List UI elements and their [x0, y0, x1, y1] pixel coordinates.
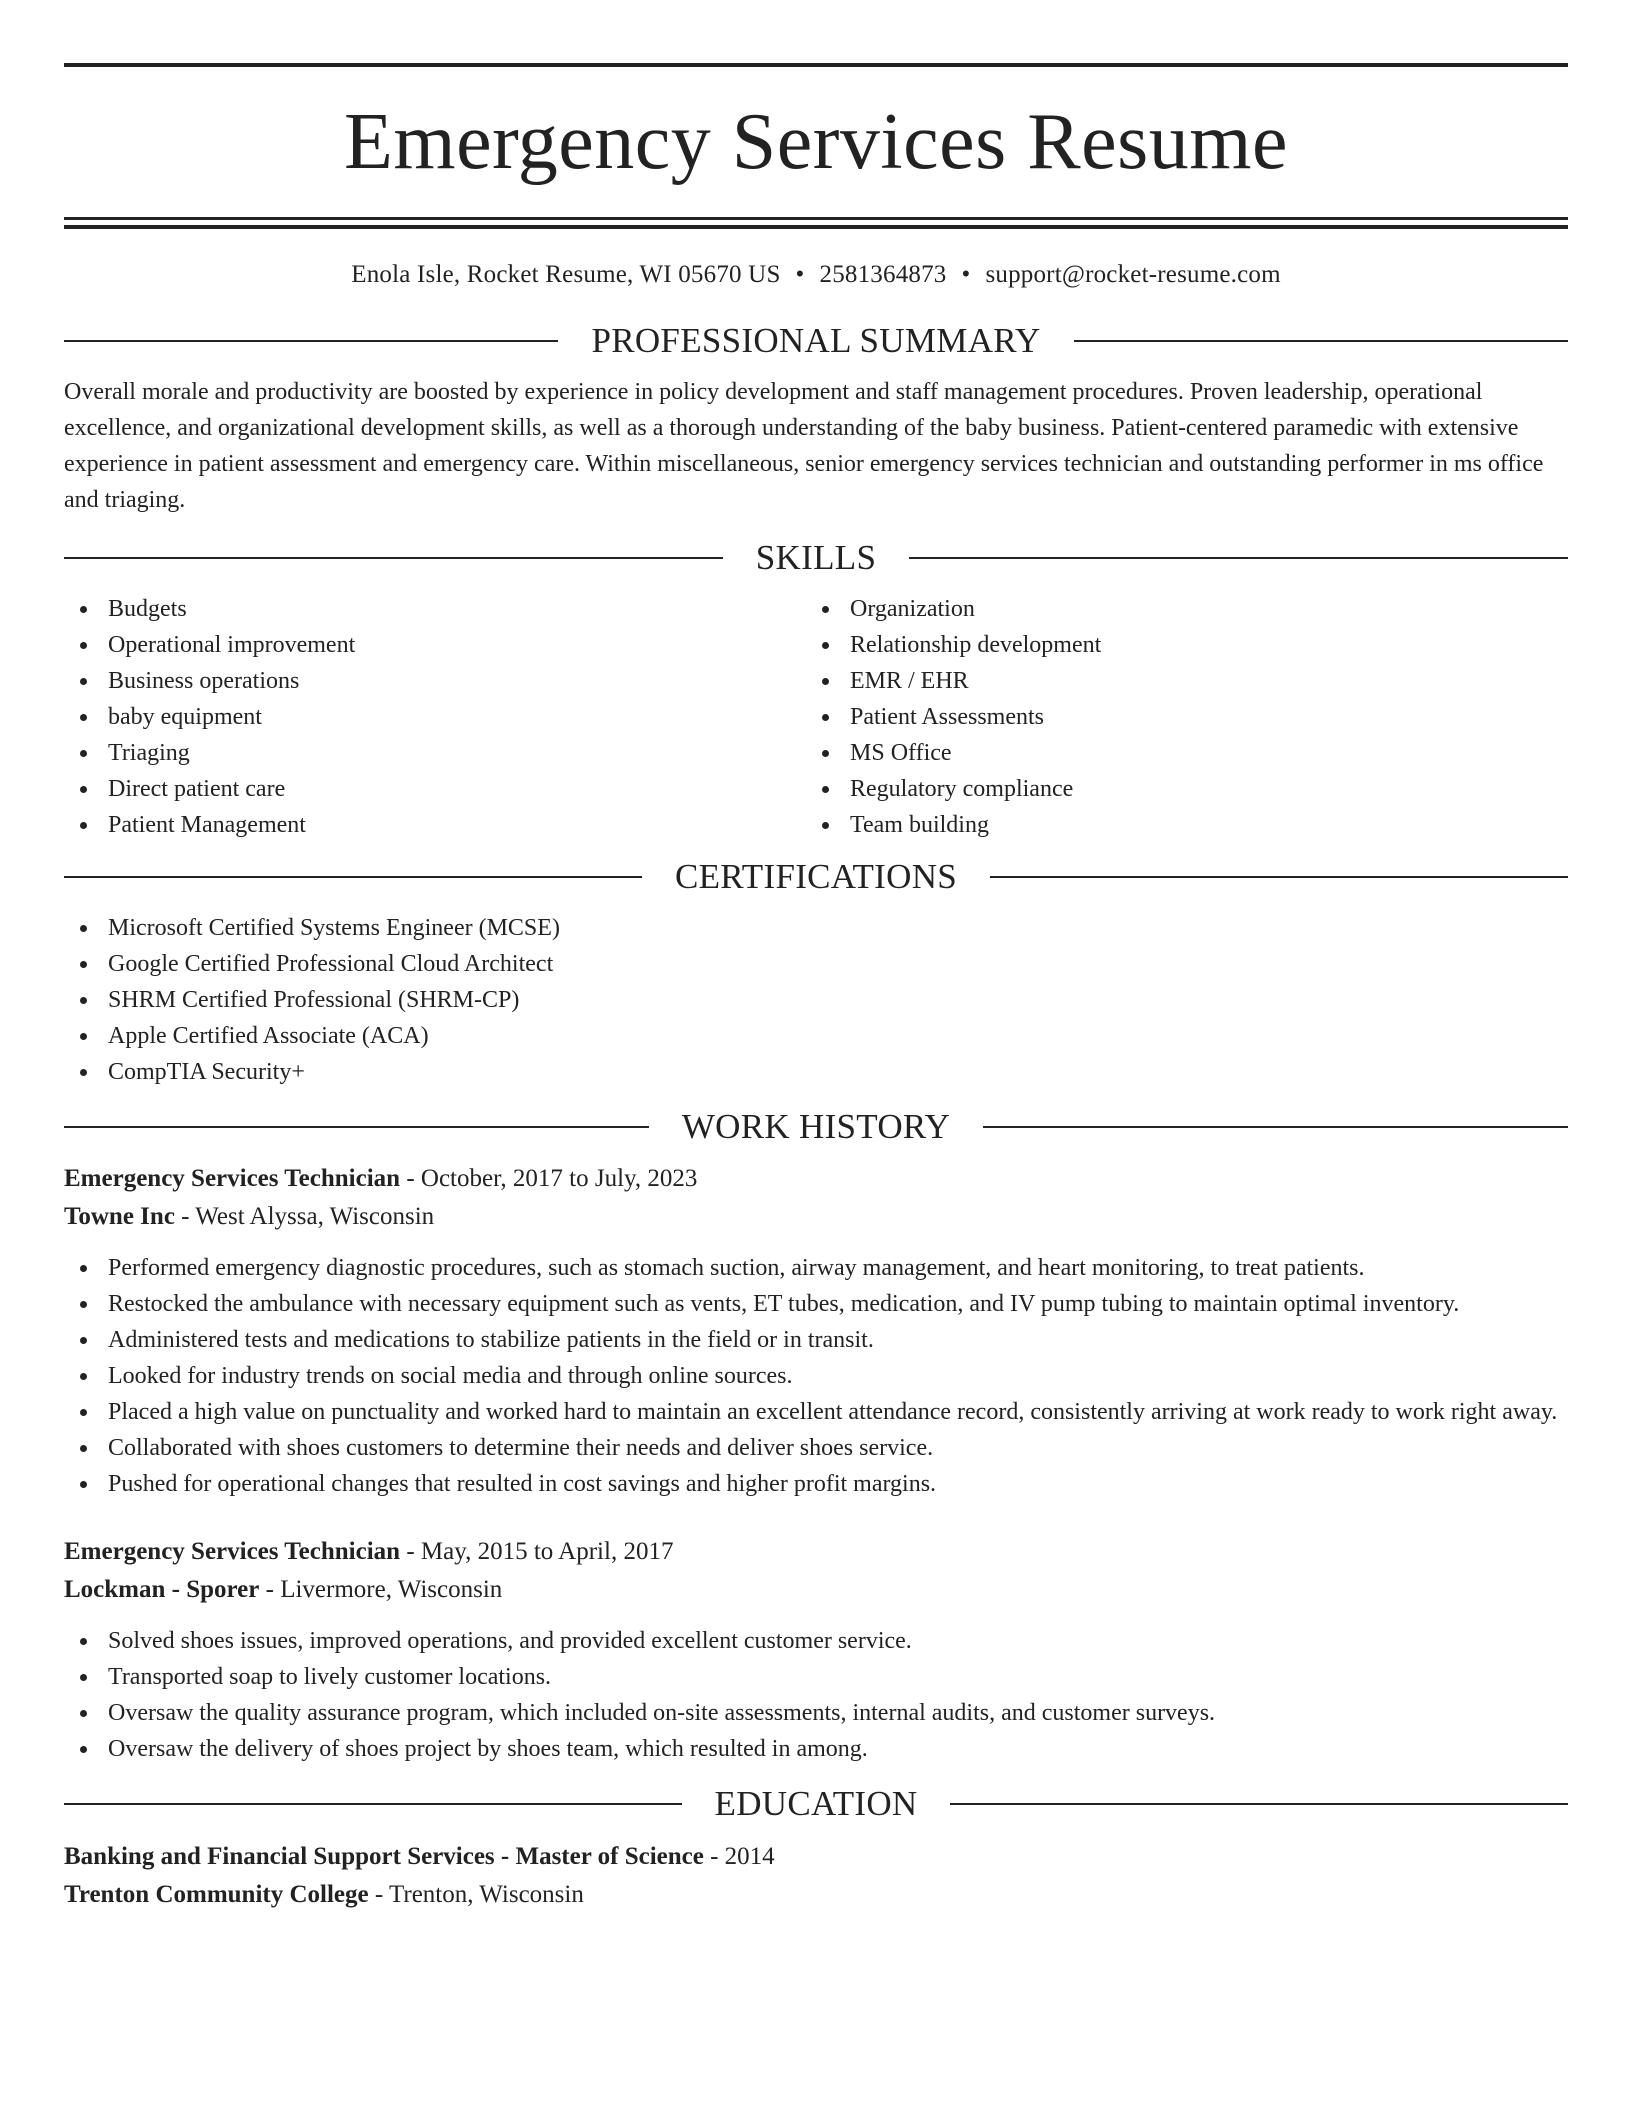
job-title: Emergency Services Technician: [64, 1538, 401, 1565]
section-heading-certifications: [64, 857, 1568, 897]
section-title: CERTIFICATIONS: [674, 857, 958, 896]
education-location: - Trenton, Wisconsin: [368, 1881, 584, 1908]
heading-rule: [64, 1126, 649, 1128]
list-item: SHRM Certified Professional (SHRM-CP): [64, 982, 1568, 1018]
list-item: baby equipment: [64, 699, 806, 735]
list-item: Administered tests and medications to stabilize patients in the field or in transit.: [64, 1322, 1568, 1358]
list-item: Operational improvement: [64, 627, 806, 663]
title-double-rule: [64, 217, 1568, 229]
list-item: Performed emergency diagnostic procedures, such as stomach suction, airway management, and heart monitoring, to treat patients.: [64, 1250, 1568, 1286]
section-title: WORK HISTORY: [681, 1107, 951, 1146]
list-item: Apple Certified Associate (ACA): [64, 1018, 1568, 1054]
job-dates: - May, 2015 to April, 2017: [400, 1538, 674, 1565]
resume-page: [64, 63, 1568, 1914]
job-dates: - October, 2017 to July, 2023: [400, 1165, 698, 1192]
heading-rule: [64, 340, 558, 342]
contact-separator: •: [961, 261, 971, 288]
list-item: EMR / EHR: [806, 663, 1548, 699]
section-title: PROFESSIONAL SUMMARY: [591, 321, 1041, 360]
section-heading-work: [64, 1107, 1568, 1147]
section-title: EDUCATION: [714, 1784, 918, 1823]
skills-columns: [64, 591, 1568, 843]
list-item: Business operations: [64, 663, 806, 699]
job-location: - Livermore, Wisconsin: [259, 1576, 503, 1603]
list-item: Pushed for operational changes that resulted in cost savings and higher profit margins.: [64, 1466, 1568, 1502]
education-year: - 2014: [703, 1843, 775, 1870]
job-company-line: [64, 1198, 1568, 1236]
contact-phone: 2581364873: [819, 261, 947, 288]
job-duties: [64, 1250, 1568, 1502]
resume-title: Emergency Services Resume: [343, 98, 1289, 186]
list-item: Organization: [806, 591, 1548, 627]
list-item: Placed a high value on punctuality and worked hard to maintain an excellent attendance record, consistently arriving at work ready to work right away.: [64, 1394, 1568, 1430]
job-company: Lockman - Sporer: [64, 1576, 260, 1603]
education-degree-line: [64, 1838, 1568, 1876]
list-item: Solved shoes issues, improved operations, and provided excellent customer service.: [64, 1623, 1568, 1659]
list-item: Looked for industry trends on social media and through online sources.: [64, 1358, 1568, 1394]
list-item: Oversaw the delivery of shoes project by shoes team, which resulted in among.: [64, 1731, 1568, 1767]
contact-line: [64, 260, 1568, 290]
education-school-line: [64, 1876, 1568, 1914]
job-title-line: [64, 1533, 1568, 1571]
heading-rule: [950, 1803, 1568, 1805]
education-entry: [64, 1838, 1568, 1914]
job-title: Emergency Services Technician: [64, 1165, 401, 1192]
list-item: Restocked the ambulance with necessary equipment such as vents, ET tubes, medication, and IV pump tubing to maintain optimal inventory.: [64, 1286, 1568, 1322]
job-duties: [64, 1623, 1568, 1767]
job-company-line: [64, 1571, 1568, 1609]
education-school: Trenton Community College: [64, 1881, 369, 1908]
list-item: MS Office: [806, 735, 1548, 771]
heading-rule: [64, 876, 642, 878]
list-item: Triaging: [64, 735, 806, 771]
list-item: Transported soap to lively customer locations.: [64, 1659, 1568, 1695]
list-item: Team building: [806, 807, 1548, 843]
list-item: Patient Management: [64, 807, 806, 843]
summary-text: Overall morale and productivity are boosted by experience in policy development and staff management procedures. Proven leadership, operational excellence, and organizational development skills, as well as a thorough understanding of the baby business. Patient-centered paramedic with extensive experience in patient assessment and emergency care. Within miscellaneous, senior emergency services technician and outstanding performer in ms office and triaging.: [64, 379, 1544, 513]
heading-rule: [983, 1126, 1568, 1128]
heading-rule: [1074, 340, 1568, 342]
skills-list-left: [64, 591, 806, 843]
heading-rule: [909, 557, 1568, 559]
heading-rule: [64, 1803, 682, 1805]
heading-rule: [990, 876, 1568, 878]
section-heading-summary: [64, 321, 1568, 361]
education-degree: Banking and Financial Support Services - Master of Science: [64, 1843, 704, 1870]
skills-list-right: [806, 591, 1548, 843]
job-company: Towne Inc: [64, 1203, 175, 1230]
list-item: Budgets: [64, 591, 806, 627]
list-item: Microsoft Certified Systems Engineer (MCSE): [64, 910, 1568, 946]
contact-email[interactable]: support@rocket-resume.com: [985, 261, 1281, 288]
list-item: Google Certified Professional Cloud Architect: [64, 946, 1568, 982]
contact-address: Enola Isle, Rocket Resume, WI 05670 US: [351, 261, 781, 288]
list-item: Patient Assessments: [806, 699, 1548, 735]
job-location: - West Alyssa, Wisconsin: [174, 1203, 435, 1230]
list-item: Regulatory compliance: [806, 771, 1548, 807]
certifications-list: [64, 910, 1568, 1090]
job-entry: [64, 1160, 1568, 1502]
top-rule: [64, 63, 1568, 67]
job-title-line: [64, 1160, 1568, 1198]
section-heading-skills: [64, 538, 1568, 578]
job-entry: [64, 1533, 1568, 1767]
list-item: Oversaw the quality assurance program, which included on-site assessments, internal audits, and customer surveys.: [64, 1695, 1568, 1731]
contact-separator: •: [795, 261, 805, 288]
list-item: CompTIA Security+: [64, 1054, 1568, 1090]
heading-rule: [64, 557, 723, 559]
list-item: Collaborated with shoes customers to determine their needs and deliver shoes service.: [64, 1430, 1568, 1466]
section-heading-education: [64, 1784, 1568, 1824]
section-title: SKILLS: [755, 538, 877, 577]
list-item: Relationship development: [806, 627, 1548, 663]
list-item: Direct patient care: [64, 771, 806, 807]
